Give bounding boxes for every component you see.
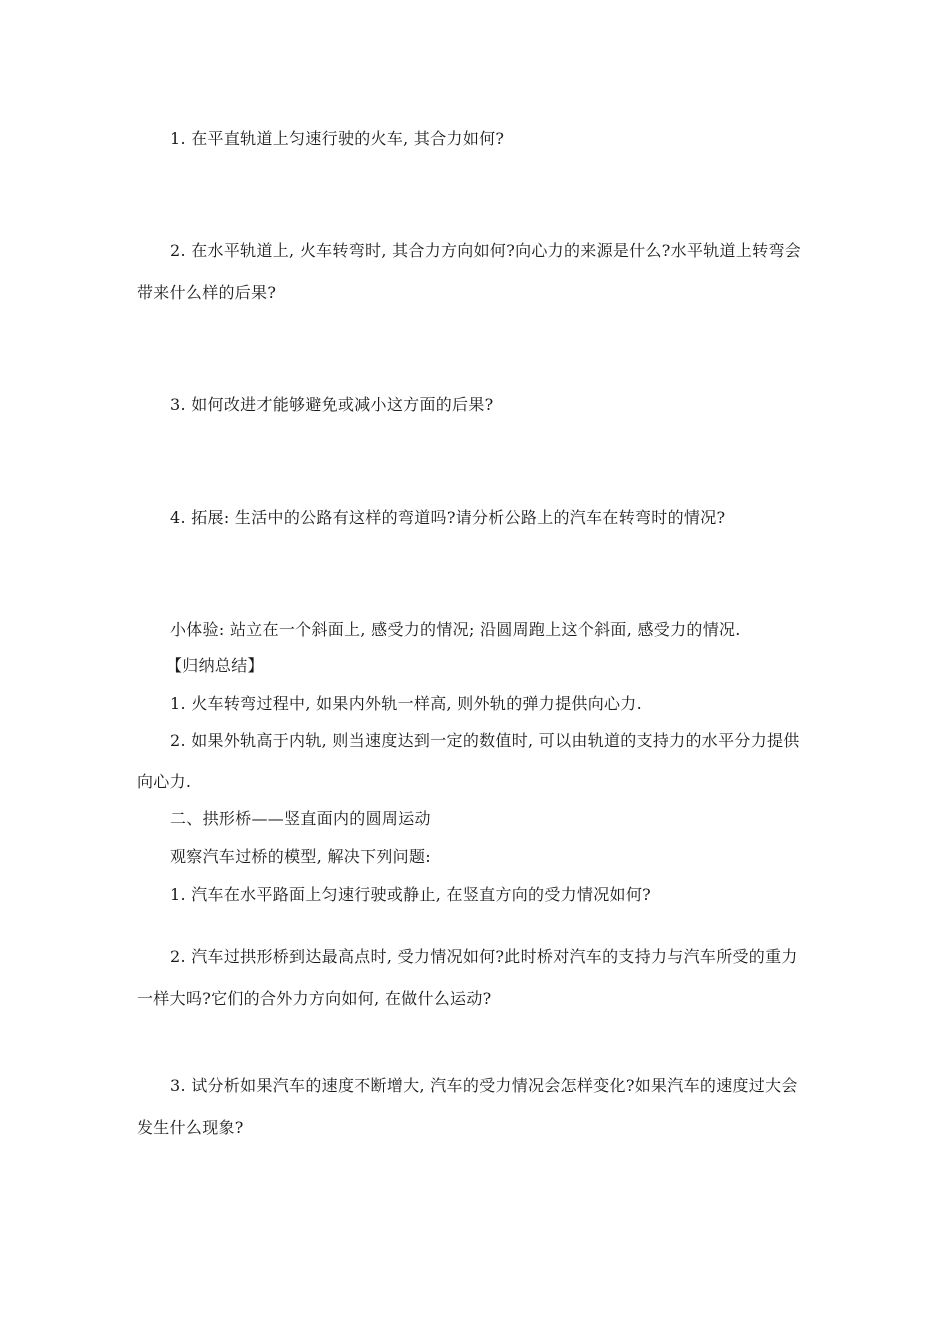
bridge-question-2-line2: 一样大吗?它们的合外力方向如何, 在做什么运动?	[137, 989, 492, 1008]
summary-point-2-line2: 向心力.	[137, 772, 192, 791]
question-2-train-turning-line2: 带来什么样的后果?	[137, 283, 277, 302]
summary-point-1: 1. 火车转弯过程中, 如果内外轨一样高, 则外轨的弹力提供向心力.	[170, 694, 642, 713]
question-2-train-turning-line1: 2. 在水平轨道上, 火车转弯时, 其合力方向如何?向心力的来源是什么?水平轨道上转弯会	[170, 241, 802, 260]
bridge-question-2-line1: 2. 汽车过拱形桥到达最高点时, 受力情况如何?此时桥对汽车的支持力与汽车所受的重力	[170, 947, 798, 966]
section-heading-summary: 【归纳总结】	[166, 656, 264, 675]
bridge-question-3-line2: 发生什么现象?	[137, 1118, 244, 1137]
section-heading-arch-bridge: 二、拱形桥——竖直面内的圆周运动	[170, 809, 431, 828]
observe-car-bridge-model: 观察汽车过桥的模型, 解决下列问题:	[170, 847, 431, 866]
bridge-question-1: 1. 汽车在水平路面上匀速行驶或静止, 在竖直方向的受力情况如何?	[170, 885, 652, 904]
question-4-extension: 4. 拓展: 生活中的公路有这样的弯道吗?请分析公路上的汽车在转弯时的情况?	[170, 508, 726, 527]
question-3-improvement: 3. 如何改进才能够避免或减小这方面的后果?	[170, 395, 494, 414]
mini-experience: 小体验: 站立在一个斜面上, 感受力的情况; 沿圆周跑上这个斜面, 感受力的情况.	[170, 620, 741, 639]
summary-point-2-line1: 2. 如果外轨高于内轨, 则当速度达到一定的数值时, 可以由轨道的支持力的水平分力提供	[170, 731, 800, 750]
question-1-train-straight-track: 1. 在平直轨道上匀速行驶的火车, 其合力如何?	[170, 129, 505, 148]
bridge-question-3-line1: 3. 试分析如果汽车的速度不断增大, 汽车的受力情况会怎样变化?如果汽车的速度过大会	[170, 1076, 798, 1095]
